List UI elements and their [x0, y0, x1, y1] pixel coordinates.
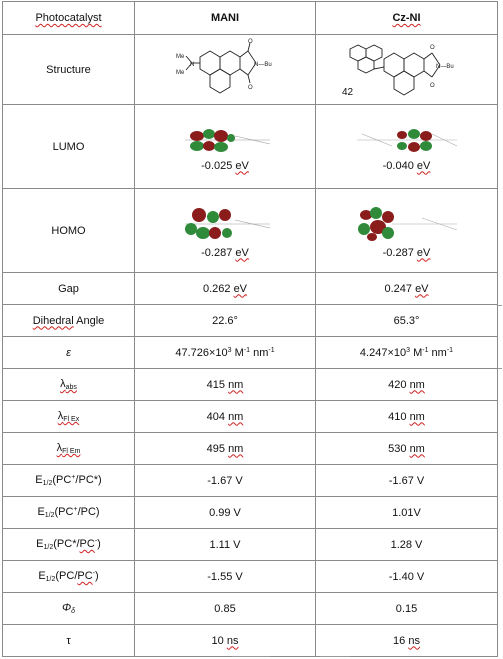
cz-structure-cell: [316, 35, 498, 105]
cz-lambda-abs: 420 nm: [316, 369, 498, 401]
cz-e-half-1: -1.67 V: [316, 465, 498, 497]
cz-phi: 0.15: [316, 593, 498, 625]
cz-homo-cell: [316, 189, 498, 273]
homo-label: HOMO: [3, 189, 135, 273]
cz-lumo-cell: [316, 105, 498, 189]
mani-lumo-value: -0.025 eV: [201, 159, 249, 172]
lambda-flem-label: $\lambda_{Fl Em}$: [3, 433, 135, 465]
gap-label: Gap: [3, 273, 135, 305]
e-half-pc-plus-pc-row: [3, 497, 498, 529]
cz-epsilon: $4.247\times 10^3$ $M^{-1}$ $nm^{-1}$: [316, 337, 498, 369]
tau-label: τ: [3, 625, 135, 657]
e-half-1-label: $E_{1/2}(PC^+/PC*)$: [3, 465, 135, 497]
cz-lumo-value: -0.040 eV: [382, 159, 431, 172]
lumo-row: [3, 105, 498, 189]
bottom-mark-1: [232, 656, 270, 657]
cz-e-half-4: -1.40 V: [316, 561, 498, 593]
header-mani: MANI: [135, 2, 316, 35]
mani-lumo-cell: [135, 105, 316, 189]
e-half-pc-star-pc-minus-row: [3, 529, 498, 561]
mani-n: N: [190, 62, 195, 68]
mani-e-half-3: 1.11 V: [135, 529, 316, 561]
svg-text:O: O: [429, 83, 435, 89]
mani-e-half-4: -1.55 V: [135, 561, 316, 593]
e-half-2-label: $E_{1/2}(PC^+/PC)$: [3, 497, 135, 529]
mani-me1: Me: [176, 54, 185, 60]
mani-epsilon: $47.726\times 10^3$ $M^{-1}$ $nm^{-1}$: [135, 337, 316, 369]
mani-homo-cell: [135, 189, 316, 273]
mani-dihedral: 22.6°: [135, 305, 316, 337]
dihedral-row: [3, 305, 498, 337]
dihedral-label: Dihedral Angle: [3, 305, 135, 337]
structure-label: Structure: [3, 35, 135, 105]
cz-lumo-orbital-image: [352, 122, 462, 158]
mani-tau: 10 ns: [135, 625, 316, 657]
mani-lumo-orbital-image: [175, 122, 275, 158]
mani-gap: 0.262 eV: [135, 273, 316, 305]
mani-lambda-flex: 404 nm: [135, 401, 316, 433]
mani-e-half-2: 0.99 V: [135, 497, 316, 529]
mani-phi: 0.85: [135, 593, 316, 625]
cz-tau: 16 ns: [316, 625, 498, 657]
epsilon-label: ε: [3, 337, 135, 369]
lumo-label: LUMO: [3, 105, 135, 189]
cz-bu: N—Bu: [435, 64, 454, 70]
svg-text:O: O: [429, 45, 435, 51]
bottom-mark-2: [320, 656, 350, 657]
cz-lambda-flex: 410 nm: [316, 401, 498, 433]
mani-lambda-flem: 495 nm: [135, 433, 316, 465]
mani-homo-orbital-image: [175, 203, 275, 245]
cz-e-half-2: 1.01V: [316, 497, 498, 529]
header-cz-ni: Cz-NI: [316, 2, 498, 35]
cz-lambda-flem: 530 nm: [316, 433, 498, 465]
lambda-abs-label: $\lambda_{abs}$: [3, 369, 135, 401]
header-row: [3, 2, 498, 35]
lambda-flem-row: [3, 433, 498, 465]
phi-label: $\Phi_\delta$: [3, 593, 135, 625]
cz-compound-number: 42: [341, 87, 353, 98]
mani-homo-value: -0.287 eV: [201, 246, 249, 259]
e-half-pc-plus-pc-star-row: [3, 465, 498, 497]
cz-e-half-3: 1.28 V: [316, 529, 498, 561]
cz-homo-orbital-image: [352, 203, 462, 245]
header-photocatalyst: Photocatalyst: [3, 2, 135, 35]
right-margin-mark-2: [498, 368, 502, 369]
svg-text:O: O: [248, 85, 253, 91]
mani-structure-drawing: [170, 37, 280, 99]
epsilon-row: [3, 337, 498, 369]
homo-row: [3, 189, 498, 273]
lambda-abs-row: [3, 369, 498, 401]
properties-table: [2, 1, 498, 657]
e-half-3-label: $E_{1/2}(PC*/PC^-)$: [3, 529, 135, 561]
gap-row: [3, 273, 498, 305]
right-margin-mark: [498, 305, 502, 306]
phi-row: [3, 593, 498, 625]
cz-gap: 0.247 eV: [316, 273, 498, 305]
lambda-flex-label: $\lambda_{Fl Ex}$: [3, 401, 135, 433]
mani-structure-cell: [135, 35, 316, 105]
mani-me2: Me: [176, 70, 185, 76]
e-half-4-label: $E_{1/2}(PC/PC^-)$: [3, 561, 135, 593]
cz-dihedral: 65.3°: [316, 305, 498, 337]
e-half-pc-pc-minus-row: [3, 561, 498, 593]
cz-homo-value: -0.287 eV: [382, 246, 431, 259]
lambda-flex-row: [3, 401, 498, 433]
mani-e-half-1: -1.67 V: [135, 465, 316, 497]
mani-bu: N—Bu: [254, 62, 272, 68]
mani-lambda-abs: 415 nm: [135, 369, 316, 401]
tau-row: [3, 625, 498, 657]
svg-text:O: O: [248, 39, 253, 45]
cz-structure-drawing: [332, 37, 482, 99]
structure-row: [3, 35, 498, 105]
